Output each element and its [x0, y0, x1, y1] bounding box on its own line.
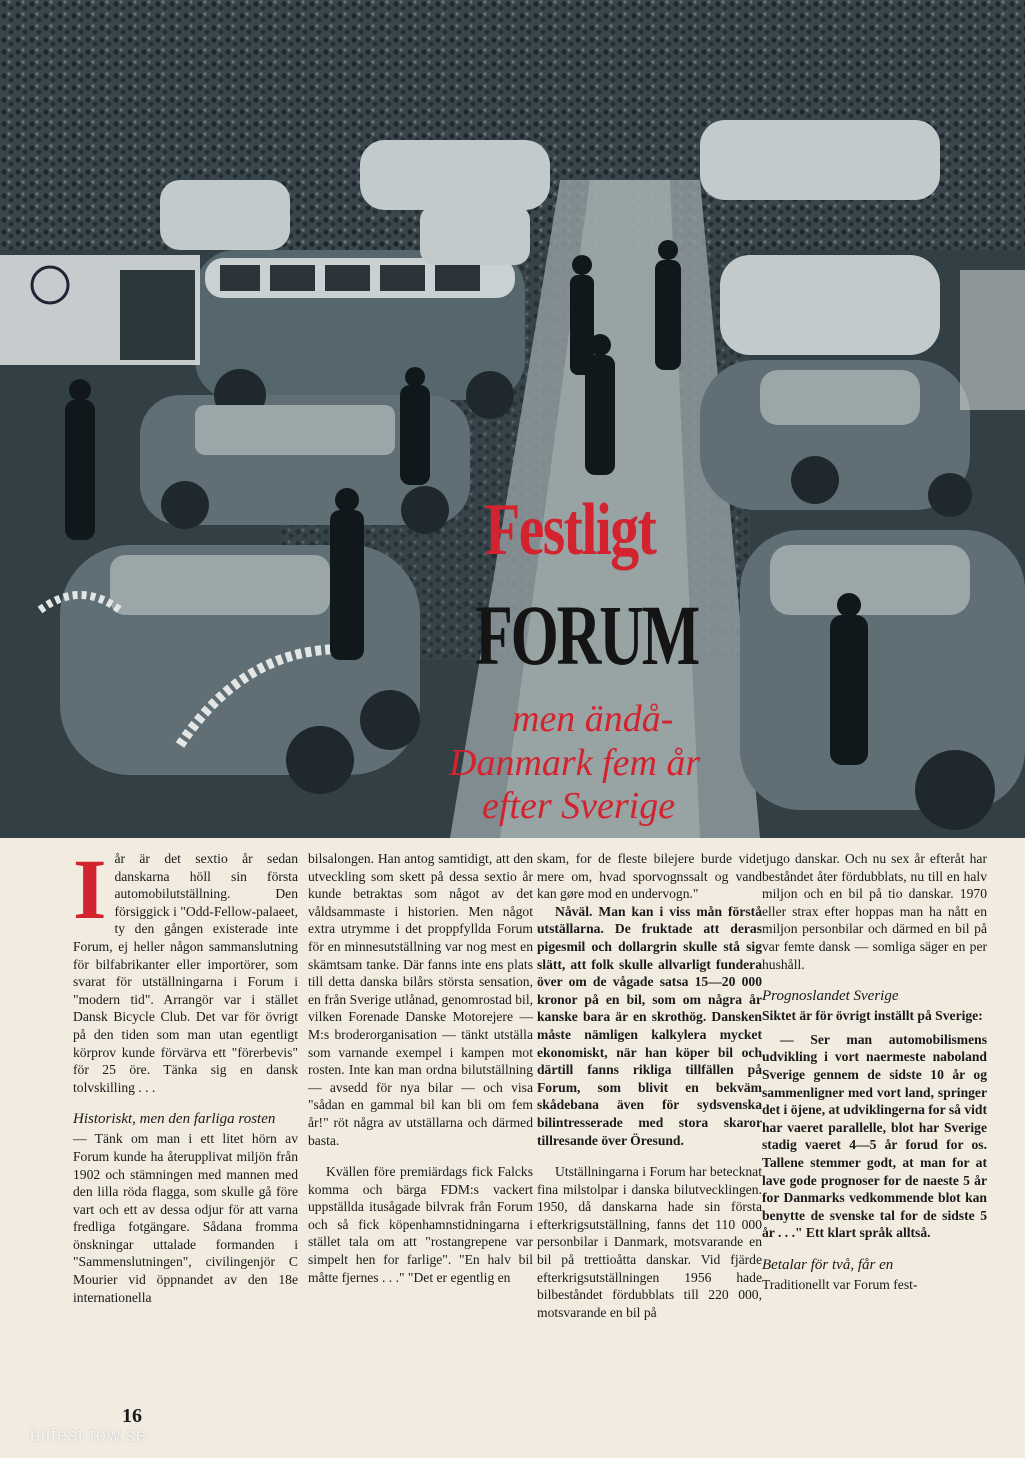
headline-title: Festligt: [485, 489, 656, 571]
column-4-paragraph-1: tjugo danskar. Och nu sex år efteråt har beståndet åter fördubblats, nu till en halv miljon och en bil på tio danskar. 1970 eller strax efter hoppas man ha nått en miljon personbilar och därmed en bil på var femte dansk — somliga säger en per hushåll.: [762, 851, 987, 972]
column-3-paragraph-2-lead: Nåväl. Man kan i viss mån förstå utställarna.: [537, 903, 762, 937]
subheading-betalar: Betalar för två, får en: [762, 1256, 894, 1273]
column-1-paragraph-2: — Tänk om man i ett litet hörn av Forum kunde ha återupplivat miljön från 1902 och stämningen med mannen med den lilla röda flagga, som skulle gå före vart och ett av dessa odjur för att varna fredliga fotgängare. Sådana fromma önskningar uttalade formanden i "Sammenslutningen", civilingenjör C Mourier vid öppnandet av den 18e internationella: [73, 1131, 298, 1305]
page-number: 16: [122, 1405, 142, 1427]
column-2-paragraph-1: bilsalongen. Han antog samtidigt, att den utveckling som skett på dessa sextio år kunde betraktas som något av det våldsammaste i historien. Men något extra utrymme i det proppfyllda Forum för en minnesutställning var nog mest en skämtsam tanke. Där fanns inte ens plats till detta danska bilårs största sensation, en från Sverige utlånad, genomrostad bil, vilken Forenade Danske Motorejere — M:s broderorganisation — tänkt utställa som varnande exempel i kampen mot rosten. Inte kan man ordna bilutställning — avsedd för nya bilar — och visa "sådan en gammal bil kan bli om fem år!" röt några av utställarna och därmed basta.: [308, 851, 533, 1148]
subheading-historiskt: Historiskt, men den farliga rosten: [73, 1111, 276, 1128]
column-1-paragraph-1: år är det sextio år sedan danskarna höll sin första automobilutställning. Den försiggick i "Odd-Fellow-palaeet, ty den gången existerade inte Forum, ej heller någon sammanslutning för bilfabrikanter eller importörer, som svarat för utställningarna i Forum i "modern tid". Arrangör var i stället Dansk Bicycle Club. Det var för övrigt på den tiden som man utan egentligt körprov kunde förvärva ett "förerbevis" för 25 öre. Tänka sig en dansk tolvskilling . . .: [73, 851, 298, 1095]
headline-subtitle-line-2: Danmark fem år: [449, 742, 701, 784]
headline-subtitle-line-3: efter Sverige: [482, 785, 676, 827]
article-column-2: [308, 850, 533, 1286]
column-4-paragraph-4: Traditionellt var Forum fest-: [762, 1276, 918, 1292]
column-3-paragraph-2-body: De fruktade att deras pigesmil och dollargrin skulle stå sig slätt, att folk skulle allvarligt fundera över om de vågade satsa 15—20 000 kronor på en bil, som om några år kanske bara är en skrothög. Dansken måste nämligen kalkylera mycket ekonomiskt, när han köper bil och därtill fanns rikliga tillfällen på Forum, som blivit en bekväm skådebana även för sydsvenska bilintresserade med stora skaror tillresande över Öresund.: [537, 921, 762, 1148]
column-2-paragraph-2: Kvällen före premiärdags fick Falcks komma och bärga FDM:s vackert uppställda itusågade bilvrak från Forum och så fick köpenhamnstidningarna i stället tala om att "rostangrepene var simpelt hen for farlige". "En halv bil måtte fjernes . . ." "Det er egentlig en: [308, 1164, 533, 1285]
column-4-paragraph-3: — Ser man automobilismens udvikling i vort naermeste naboland Sverige gennem de sidste 10 år og sammenligner med vort land, springer det i öjene, at udviklingerna for så vidt har vaeret parallelle, blot har Sverige stadig vaeret 4—5 år forud for os. Tallene stemmer godt, at man for at lave gode prognoser for de naeste 5 år for Danmarks vedkommende blot kan benytte de svenske tal for de sidste 5 år . . ." Ett klart språk alltså.: [762, 1031, 987, 1241]
article-column-3: [537, 850, 762, 1321]
column-3-paragraph-3: Utställningarna i Forum har betecknat fina milstolpar i danska bilutvecklingen. 1950, då danskarna hade sin första efterkrigsutställning, fanns det 110 000 personbilar i Danmark, motsvarande en bil på trettioåtta danskar. Vid fjärde efterkrigsutställningen 1956 hade bilbeståndet fördubblats till 220 000, motsvarande en bil på: [537, 1164, 762, 1320]
headline-subtitle-line-1: men ändå-: [512, 698, 674, 740]
headline-title-2: FORUM: [475, 587, 699, 683]
article-column-4: [762, 850, 987, 1293]
column-3-paragraph-1: skam, for de fleste bilejere burde vide mere om, hvad sporvognssalt og vand kan gøre mod en undervogn.": [537, 851, 762, 902]
column-4-paragraph-2: Siktet är för övrigt inställt på Sverige:: [762, 1008, 983, 1024]
column-3-paragraph-2: [537, 903, 762, 1149]
article-column-1: [73, 841, 298, 1306]
drop-cap: I: [73, 841, 107, 937]
subheading-prognoslandet: Prognoslandet Sverige: [762, 988, 899, 1005]
watermark: bilfest tow.se: [30, 1425, 148, 1445]
